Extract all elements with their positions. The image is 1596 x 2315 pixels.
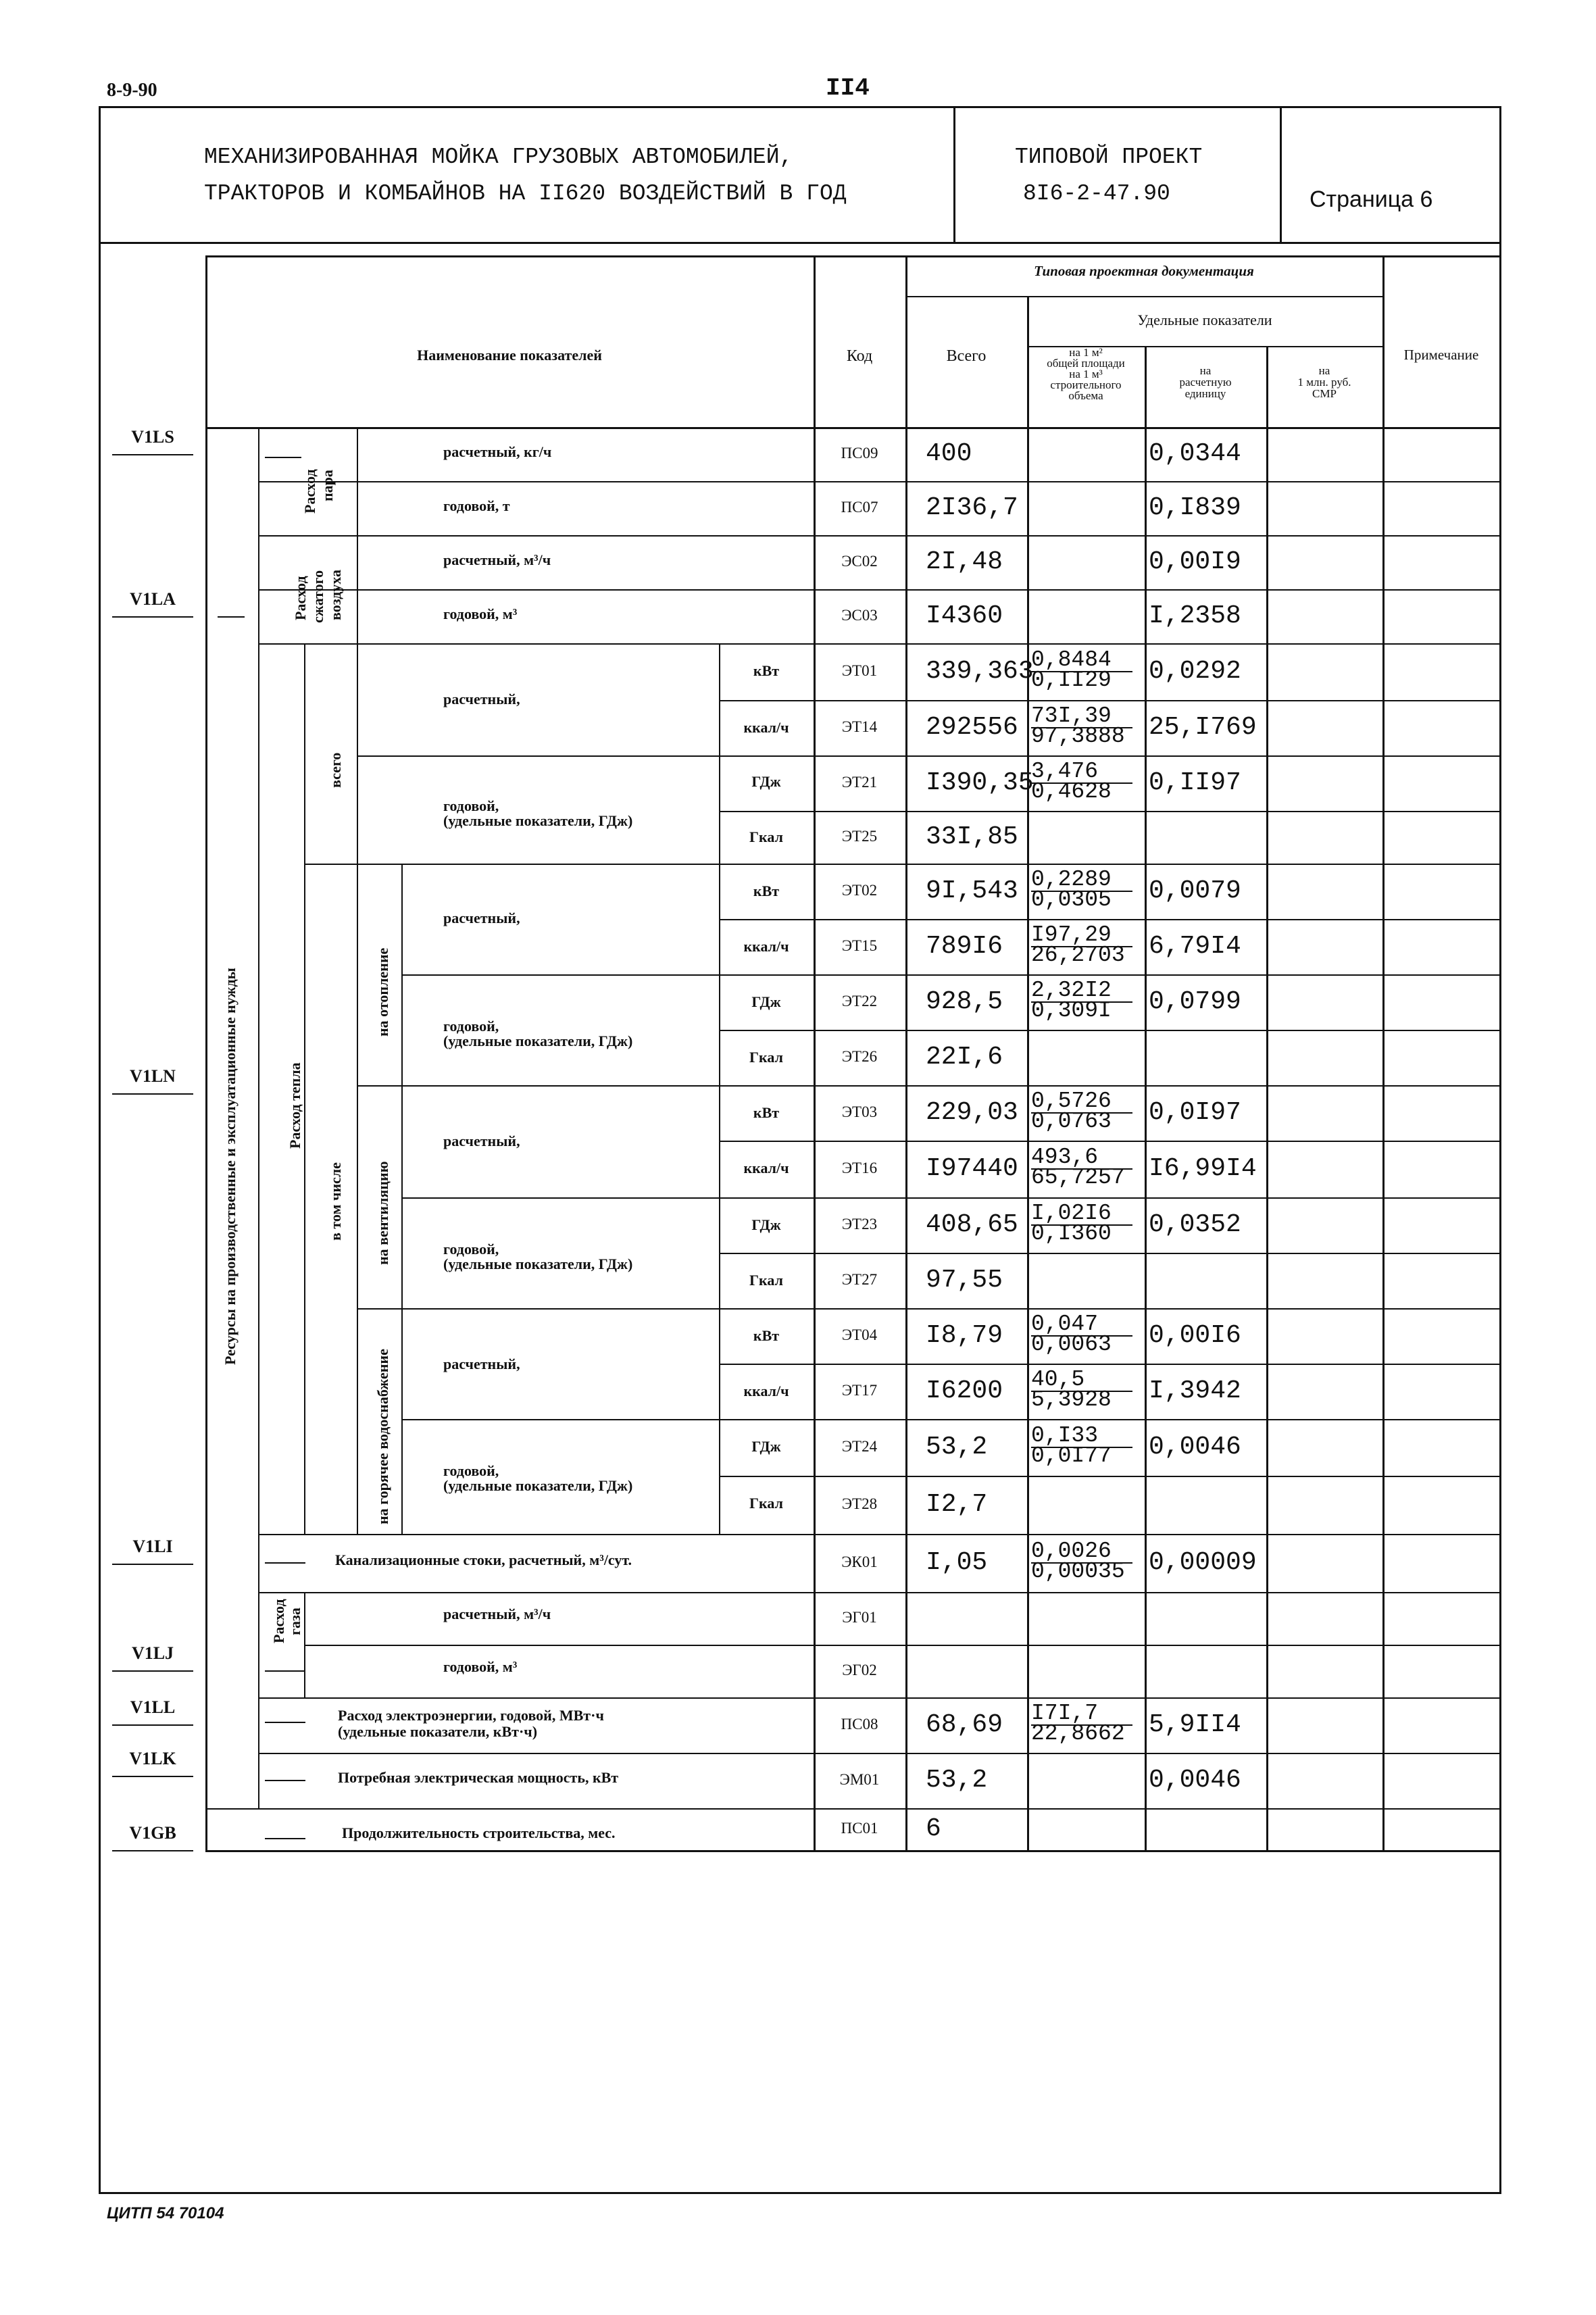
row-total: 2I36,7 xyxy=(926,493,1018,522)
label-power: Потребная электрическая мощность, кВт xyxy=(338,1769,619,1786)
row-per-area-bottom: 0,00035 xyxy=(1031,1559,1125,1584)
header-per-mln: на 1 млн. руб. СМР xyxy=(1297,364,1351,400)
row-code: ПС09 xyxy=(841,445,878,462)
row-per-area-top: 0,I33 xyxy=(1031,1423,1099,1448)
row-code: ЭТ16 xyxy=(841,1160,878,1176)
row-per-unit: 0,0046 xyxy=(1149,1433,1241,1462)
row-total: 97,55 xyxy=(926,1266,1003,1295)
row-total: 2I,48 xyxy=(926,547,1003,576)
label-air-year: годовой, м³ xyxy=(443,605,518,622)
side-code-v1lj: V1LJ xyxy=(131,1643,174,1663)
unit-gj: ГДж xyxy=(751,1216,781,1233)
row-code: ЭК01 xyxy=(841,1553,878,1570)
project-number: 8I6-2-47.90 xyxy=(1023,181,1170,206)
label-sewage: Канализационные стоки, расчетный, м³/сут. xyxy=(335,1551,632,1568)
label-hw-year: годовой, xyxy=(443,1462,499,1479)
group-gas-2: газа xyxy=(286,1608,303,1635)
row-code: ЭТ21 xyxy=(841,774,878,791)
row-code: ПС08 xyxy=(841,1716,878,1733)
project-label: ТИПОВОЙ ПРОЕКТ xyxy=(1015,145,1203,170)
row-total: I,05 xyxy=(926,1548,988,1577)
unit-gcal: Гкал xyxy=(749,1272,783,1289)
fraction-bar xyxy=(1031,1335,1132,1337)
document-title-line-2: ТРАКТОРОВ И КОМБАЙНОВ НА II620 ВОЗДЕЙСТВИЙ В ГОД xyxy=(204,181,847,206)
row-per-area-bottom: 0,4628 xyxy=(1031,779,1112,804)
row-total: 6 xyxy=(926,1814,941,1843)
row-per-area-bottom: 0,II29 xyxy=(1031,668,1112,693)
unit-kw: кВт xyxy=(753,882,780,899)
row-code: ЭТ24 xyxy=(841,1438,878,1455)
row-total: I8,79 xyxy=(926,1321,1003,1350)
unit-kw: кВт xyxy=(753,662,780,679)
group-ventilation: на вентиляцию xyxy=(374,1161,391,1265)
row-code: ЭТ27 xyxy=(841,1271,878,1288)
side-code-v1gb: V1GB xyxy=(129,1823,176,1843)
row-per-area-bottom: 0,0063 xyxy=(1031,1332,1112,1357)
row-code: ЭТ04 xyxy=(841,1326,878,1343)
label-heat-total-year: годовой, xyxy=(443,797,499,814)
label-elec-2: (удельные показатели, кВт·ч) xyxy=(338,1723,538,1740)
group-hot-water: на горячее водоснабжение xyxy=(374,1349,391,1524)
row-total: I390,35 xyxy=(926,768,1034,797)
row-per-area-top: 0,2289 xyxy=(1031,867,1112,892)
fraction-bar xyxy=(1031,727,1132,728)
row-per-area-bottom: 97,3888 xyxy=(1031,724,1125,749)
row-total: 408,65 xyxy=(926,1210,1018,1239)
group-gas-1: Расход xyxy=(270,1599,287,1643)
unit-kcal: ккал/ч xyxy=(743,719,789,736)
row-code: ЭМ01 xyxy=(839,1771,880,1788)
row-total: 339,363 xyxy=(926,657,1034,686)
row-per-area-bottom: 65,7257 xyxy=(1031,1165,1125,1190)
group-steam-1: Расход xyxy=(301,469,318,514)
footer-code: ЦИТП 54 70104 xyxy=(107,2204,224,2222)
header-name: Наименование показателей xyxy=(417,347,602,364)
side-code-v1ln: V1LN xyxy=(130,1066,176,1086)
label-gas-calc: расчетный, м³/ч xyxy=(443,1605,551,1622)
row-total: I97440 xyxy=(926,1154,1018,1183)
row-per-area-top: 40,5 xyxy=(1031,1367,1085,1392)
row-per-area-top: I,02I6 xyxy=(1031,1201,1112,1226)
row-per-unit: 0,0I97 xyxy=(1149,1098,1241,1127)
group-heating: на отопление xyxy=(374,947,391,1037)
document-title-line-1: МЕХАНИЗИРОВАННАЯ МОЙКА ГРУЗОВЫХ АВТОМОБИЛЕЙ, xyxy=(204,145,793,170)
row-per-area-top: 0,5726 xyxy=(1031,1089,1112,1114)
row-code: ЭТ03 xyxy=(841,1103,878,1120)
row-per-area-bottom: 0,0305 xyxy=(1031,887,1112,912)
label-vent-year: годовой, xyxy=(443,1241,499,1258)
fraction-bar xyxy=(1031,1168,1132,1170)
label-heating-year: годовой, xyxy=(443,1018,499,1035)
row-per-unit: I,3942 xyxy=(1149,1376,1241,1405)
group-total-heat: всего xyxy=(327,752,344,788)
row-per-area-top: I7I,7 xyxy=(1031,1701,1099,1726)
row-per-area-bottom: 5,3928 xyxy=(1031,1387,1112,1412)
fraction-bar xyxy=(1031,1562,1132,1564)
row-total: 53,2 xyxy=(926,1766,988,1795)
row-per-unit: 0,00009 xyxy=(1149,1548,1257,1577)
row-total: 400 xyxy=(926,439,972,468)
header-note: Примечание xyxy=(1403,347,1479,363)
unit-kw: кВт xyxy=(753,1104,780,1121)
row-per-unit: 0,0352 xyxy=(1149,1210,1241,1239)
row-total: I4360 xyxy=(926,601,1003,630)
group-air-1: Расход xyxy=(292,576,309,620)
label-steam-year: годовой, т xyxy=(443,497,510,514)
unit-gj: ГДж xyxy=(751,1438,781,1455)
fraction-bar xyxy=(1031,946,1132,947)
label-heat-total-calc: расчетный, xyxy=(443,691,520,707)
row-per-area-top: 493,6 xyxy=(1031,1145,1099,1170)
fraction-bar xyxy=(1031,671,1132,672)
row-code: ЭС03 xyxy=(841,607,878,624)
row-code: ЭТ01 xyxy=(841,662,878,679)
row-per-unit: 0,0079 xyxy=(1149,876,1241,905)
unit-gcal: Гкал xyxy=(749,828,783,845)
label-air-calc: расчетный, м³/ч xyxy=(443,551,551,568)
row-per-area-bottom: 0,I360 xyxy=(1031,1221,1112,1246)
fraction-bar xyxy=(1031,1001,1132,1003)
row-per-area-bottom: 26,2703 xyxy=(1031,943,1125,968)
unit-gcal: Гкал xyxy=(749,1495,783,1512)
row-per-area-top: 0,8484 xyxy=(1031,647,1112,672)
group-air-2: сжатого xyxy=(309,570,326,623)
fraction-bar xyxy=(1031,782,1132,784)
row-per-area-bottom: 0,0763 xyxy=(1031,1109,1112,1134)
row-per-unit: 0,0292 xyxy=(1149,657,1241,686)
row-per-area-top: 73I,39 xyxy=(1031,703,1112,728)
row-per-unit: 5,9II4 xyxy=(1149,1710,1241,1739)
row-total: 229,03 xyxy=(926,1098,1018,1127)
row-code: ЭТ15 xyxy=(841,937,878,954)
header-code: Код xyxy=(846,347,873,365)
group-heat: Расход тепла xyxy=(286,1062,303,1149)
fraction-bar xyxy=(1031,1724,1132,1726)
row-per-area-top: 0,0026 xyxy=(1031,1539,1112,1564)
row-per-unit: I,2358 xyxy=(1149,601,1241,630)
side-code-v1ls: V1LS xyxy=(131,427,174,447)
row-code: ЭТ14 xyxy=(841,718,878,735)
row-total: 928,5 xyxy=(926,987,1003,1016)
label-elec-1: Расход электроэнергии, годовой, МВт·ч xyxy=(338,1707,604,1724)
label-hw-year-note: (удельные показатели, ГДж) xyxy=(443,1477,633,1494)
row-per-unit: 6,79I4 xyxy=(1149,932,1241,961)
row-per-unit: 0,0344 xyxy=(1149,439,1241,468)
side-code-v1lk: V1LK xyxy=(129,1749,176,1768)
fraction-bar xyxy=(1031,1112,1132,1114)
fraction-bar xyxy=(1031,1447,1132,1448)
row-total: 33I,85 xyxy=(926,822,1018,851)
unit-gcal: Гкал xyxy=(749,1049,783,1066)
row-per-unit: 25,I769 xyxy=(1149,713,1257,742)
unit-kcal: ккал/ч xyxy=(743,938,789,955)
unit-gj: ГДж xyxy=(751,993,781,1010)
fraction-bar xyxy=(1031,1391,1132,1392)
row-per-unit: I6,99I4 xyxy=(1149,1154,1257,1183)
row-total: 68,69 xyxy=(926,1710,1003,1739)
row-code: ЭТ23 xyxy=(841,1216,878,1233)
row-code: ЭГ02 xyxy=(842,1662,877,1678)
row-per-area-top: I97,29 xyxy=(1031,922,1112,947)
fraction-bar xyxy=(1031,1224,1132,1226)
label-duration: Продолжительность строительства, мес. xyxy=(342,1824,616,1841)
row-total: I2,7 xyxy=(926,1490,988,1519)
row-per-area-bottom: 22,8662 xyxy=(1031,1721,1125,1746)
row-per-area-bottom: 0,309I xyxy=(1031,998,1112,1023)
row-per-unit: 0,I839 xyxy=(1149,493,1241,522)
header-typical-docs: Типовая проектная документация xyxy=(1034,263,1254,279)
header-specific: Удельные показатели xyxy=(1137,312,1272,328)
header-per-unit: на расчетную единицу xyxy=(1179,364,1232,400)
row-code: ЭТ28 xyxy=(841,1495,878,1512)
row-code: ЭТ02 xyxy=(841,882,878,899)
row-code: ЭТ17 xyxy=(841,1382,878,1399)
row-total: 9I,543 xyxy=(926,876,1018,905)
row-code: ЭТ25 xyxy=(841,828,878,845)
label-heating-calc: расчетный, xyxy=(443,910,520,926)
header-total: Всего xyxy=(946,347,987,365)
row-total: 53,2 xyxy=(926,1433,988,1462)
unit-kcal: ккал/ч xyxy=(743,1383,789,1399)
row-code: ПС07 xyxy=(841,499,878,516)
row-per-unit: 0,0799 xyxy=(1149,987,1241,1016)
row-per-area-top: 2,32I2 xyxy=(1031,978,1112,1003)
row-per-unit: 0,II97 xyxy=(1149,768,1241,797)
row-code: ЭГ01 xyxy=(842,1609,877,1626)
row-total: I6200 xyxy=(926,1376,1003,1405)
row-per-area-bottom: 0,0I77 xyxy=(1031,1443,1112,1468)
group-incl: в том числе xyxy=(327,1162,344,1241)
unit-gj: ГДж xyxy=(751,773,781,790)
fraction-bar xyxy=(1031,891,1132,892)
row-total: 22I,6 xyxy=(926,1043,1003,1072)
page-label: Страница 6 xyxy=(1310,186,1433,212)
unit-kcal: ккал/ч xyxy=(743,1160,789,1176)
side-code-v1ll: V1LL xyxy=(130,1697,176,1717)
label-gas-year: годовой, м³ xyxy=(443,1658,518,1675)
label-vent-year-note: (удельные показатели, ГДж) xyxy=(443,1255,633,1272)
row-total: 789I6 xyxy=(926,932,1003,961)
label-heating-year-note: (удельные показатели, ГДж) xyxy=(443,1032,633,1049)
row-per-area-top: 3,476 xyxy=(1031,759,1099,784)
row-code: ПС01 xyxy=(841,1820,878,1837)
side-code-v1la: V1LA xyxy=(130,589,176,609)
group-steam-2: пара xyxy=(319,470,336,501)
row-code: ЭТ26 xyxy=(841,1048,878,1065)
label-heat-total-year-note: (удельные показатели, ГДж) xyxy=(443,812,633,829)
label-steam-calc: расчетный, кг/ч xyxy=(443,443,552,460)
row-code: ЭТ22 xyxy=(841,993,878,1010)
group-air-3: воздуха xyxy=(327,569,344,620)
row-total: 292556 xyxy=(926,713,1018,742)
row-code: ЭС02 xyxy=(841,553,878,570)
row-per-area-top: 0,047 xyxy=(1031,1312,1099,1337)
side-code-v1li: V1LI xyxy=(132,1537,173,1556)
top-left-code: 8-9-90 xyxy=(107,80,157,101)
page-number: II4 xyxy=(826,74,870,102)
unit-kw: кВт xyxy=(753,1327,780,1344)
row-per-unit: 0,0046 xyxy=(1149,1766,1241,1795)
label-vent-calc: расчетный, xyxy=(443,1132,520,1149)
row-per-unit: 0,00I6 xyxy=(1149,1321,1241,1350)
header-per-area: на 1 м² общей площади на 1 м³ строительного объема xyxy=(1047,346,1125,402)
group-resources: Ресурсы на производственные и эксплуатационные нужды xyxy=(222,968,239,1365)
label-hw-calc: расчетный, xyxy=(443,1355,520,1372)
row-per-unit: 0,00I9 xyxy=(1149,547,1241,576)
